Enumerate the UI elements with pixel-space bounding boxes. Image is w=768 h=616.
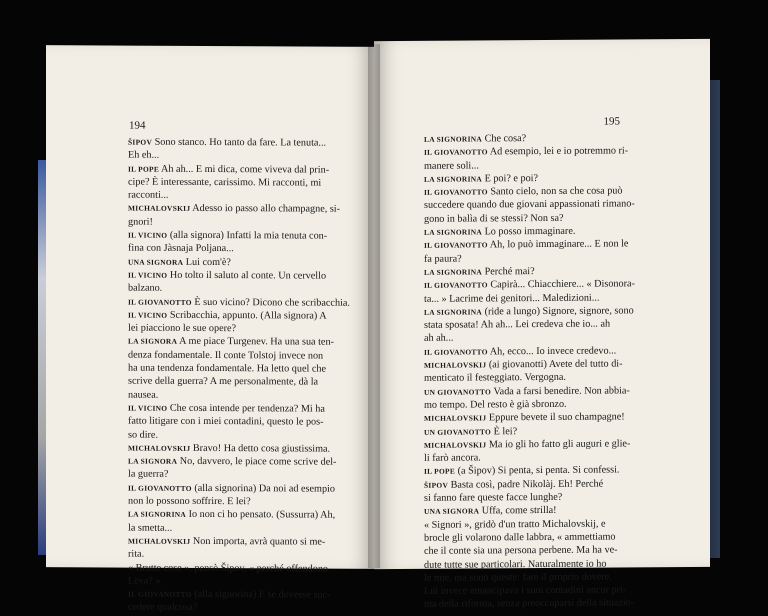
line-text: Io non ci ho pensato. (Sussurra) Ah, — [186, 509, 336, 521]
line-text: Ah, lo può immaginare... E non le — [487, 238, 629, 251]
speaker-name: UNA SIGNORA — [128, 257, 184, 267]
text-line — [128, 149, 368, 164]
text-line — [128, 402, 368, 417]
speaker-name: IL POPE — [424, 467, 456, 477]
text-line — [128, 308, 368, 323]
speaker-name: MICHALOVSKIJ — [128, 443, 191, 453]
line-text: ha una tendenza fondamentale. Ha letto quel che — [128, 362, 326, 375]
line-text: Ah ah... E mi dica, come viveva dal prin- — [159, 163, 330, 176]
line-text: Ah, ecco... Io invece credevo... — [487, 345, 617, 358]
speaker-name: ŠIPOV — [424, 480, 449, 490]
text-line — [128, 481, 368, 496]
line-text: Lui com'è? — [183, 256, 231, 268]
page-text — [128, 136, 368, 616]
line-text: È suo vicino? Dicono che scribacchia. — [191, 296, 350, 309]
text-line — [128, 175, 368, 190]
line-text: menticato il festeggiato. Vergogna. — [424, 372, 566, 385]
line-text: (alla signora) Infatti la mia tenuta con- — [167, 229, 328, 242]
line-text: non lo possono soffrire. E lei? — [128, 495, 251, 508]
line-text: Che cosa? — [482, 133, 527, 145]
text-line — [128, 415, 368, 430]
speaker-name: LA SIGNORINA — [424, 267, 483, 277]
speaker-name: UN GIOVANOTTO — [424, 426, 492, 437]
speaker-name: UN GIOVANOTTO — [424, 386, 492, 397]
line-text: (ai giovanotti) Avete del tutto di- — [486, 358, 623, 371]
line-text: Ad esempio, lei e io potremmo ri- — [487, 145, 629, 158]
line-text: gnori! — [128, 216, 153, 228]
line-text: (ride a lungo) Signore, signore, sono — [482, 305, 634, 318]
line-text: cipe? È interessante, carissimo. Mi racconti, mi — [128, 176, 322, 189]
text-line — [128, 242, 368, 257]
line-text: Lëva? » — [128, 575, 161, 587]
page-number: 195 — [603, 115, 620, 128]
text-line — [128, 548, 368, 563]
text-line — [128, 428, 368, 443]
text-line — [128, 348, 368, 363]
text-line — [128, 295, 368, 310]
line-text: la smetta... — [128, 522, 173, 534]
text-line — [128, 322, 368, 337]
speaker-name: IL VICINO — [128, 230, 168, 240]
speaker-name: IL VICINO — [128, 310, 168, 320]
line-text: scrive della guerra? A me personalmente, dà la — [128, 375, 319, 388]
line-text: dute tutte sue particolari. Naturalmente io ho — [424, 558, 607, 571]
line-text: ta... » Lacrime dei genitori... Maledizioni... — [424, 292, 600, 305]
line-text: No, davvero, le piace come scrive del- — [177, 455, 337, 468]
text-line — [128, 534, 368, 549]
line-text: Ho tolto il saluto al conte. Un cervello — [167, 269, 327, 282]
line-text: so dire. — [128, 429, 158, 441]
left-page — [46, 45, 374, 614]
line-text: Ma io gli ho fatto gli auguri e glie- — [486, 438, 631, 451]
speaker-name: LA SIGNORINA — [128, 509, 187, 520]
text-line — [128, 335, 368, 350]
line-text: denza fondamentale. Il conte Tolstoj invece non — [128, 349, 324, 362]
line-text: li farò ancora. — [424, 452, 481, 464]
line-text: Perché mai? — [482, 266, 535, 278]
speaker-name: LA SIGNORINA — [424, 227, 483, 237]
line-text: ah ah... — [424, 333, 454, 345]
line-text: « Signori », gridò d'un tratto Michalovskij, e — [424, 518, 606, 531]
line-text: fatto litigare con i miei contadini, questo le pos- — [128, 415, 324, 428]
line-text: fa paura? — [424, 253, 462, 265]
speaker-name: IL GIOVANOTTO — [424, 347, 488, 357]
line-text: Basta così, padre Nikolàj. Eh! Perché — [448, 478, 604, 491]
text-line — [128, 255, 368, 270]
speaker-name: IL VICINO — [128, 270, 168, 280]
speaker-name: MICHALOVSKIJ — [424, 413, 487, 424]
text-line — [128, 601, 368, 616]
line-text: « Brutte cose », pensò Šipov, « perché offendono — [128, 562, 329, 575]
line-text: (a Šipov) Si penta, si penta. Si confessi. — [455, 464, 620, 478]
text-line — [128, 388, 368, 403]
line-text: rita. — [128, 548, 145, 560]
text-line — [128, 561, 368, 576]
speaker-name: IL GIOVANOTTO — [128, 589, 192, 599]
speaker-name: LA SIGNORINA — [424, 134, 483, 144]
text-line — [128, 282, 368, 297]
text-line — [128, 455, 368, 470]
speaker-name: IL VICINO — [128, 403, 168, 413]
speaker-name: MICHALOVSKIJ — [128, 536, 191, 546]
line-text: mo tempo. Del resto è già sbronzo. — [424, 398, 567, 411]
line-text: ma della riforma, senza preoccuparsi della situazio- — [424, 597, 635, 611]
speaker-name: MICHALOVSKIJ — [128, 204, 191, 214]
line-text: (alla signorina) E se dovesse suc- — [191, 588, 331, 601]
line-text: Uffa, come strilla! — [479, 505, 557, 517]
text-line — [128, 574, 368, 589]
speaker-name: LA SIGNORA — [128, 456, 178, 466]
line-text: stata sposata! Ah ah... Lei credeva che io... ah — [424, 318, 611, 331]
speaker-name: LA SIGNORINA — [424, 307, 483, 317]
line-text: nausea. — [128, 389, 159, 401]
line-text: manere soli... — [424, 160, 479, 172]
line-text: A me piace Turgenev. Ha una sua ten- — [177, 336, 334, 349]
line-text: Che cosa intende per tendenza? Mi ha — [167, 402, 325, 415]
line-text: che il conte sia una persona perbene. Ma ha ve- — [424, 544, 618, 558]
speaker-name: IL GIOVANOTTO — [424, 147, 488, 158]
line-text: Adesso io passo allo champagne, si- — [190, 203, 341, 216]
text-line — [128, 189, 368, 204]
text-line — [128, 229, 368, 244]
line-text: Lo posso immaginare. — [482, 225, 576, 238]
line-text: cedere qualcosa? — [128, 601, 198, 614]
text-line — [128, 375, 368, 390]
line-text: la guerra? — [128, 468, 169, 481]
line-text: Vada a farsi benedire. Non abbia- — [491, 385, 630, 397]
line-text: Capirà... Chiacchiere... « Disonora- — [487, 278, 635, 291]
speaker-name: ŠIPOV — [128, 137, 153, 147]
line-text: Eh eh... — [128, 149, 160, 162]
text-line — [128, 521, 368, 536]
speaker-name: MICHALOVSKIJ — [424, 360, 487, 370]
text-line — [128, 468, 368, 483]
speaker-name: IL GIOVANOTTO — [424, 187, 488, 198]
speaker-name: LA SIGNORA — [128, 337, 178, 347]
line-text: (alla signorina) Da noi ad esempio — [191, 482, 335, 495]
right-page — [374, 39, 710, 611]
text-line — [128, 362, 368, 377]
text-line — [128, 495, 368, 510]
text-line — [128, 441, 368, 456]
line-text: racconti... — [128, 189, 169, 201]
page-number: 194 — [129, 119, 146, 132]
speaker-name: LA SIGNORINA — [424, 174, 483, 184]
text-line — [128, 269, 368, 284]
line-text: le mie, ma sono queste: fare il proprio dovere. — [424, 571, 612, 584]
speaker-name: IL GIOVANOTTO — [128, 297, 192, 307]
line-text: balzano. — [128, 282, 163, 295]
line-text: È lei? — [491, 425, 518, 437]
speaker-name: UNA SIGNORA — [424, 506, 480, 517]
speaker-name: IL GIOVANOTTO — [424, 280, 488, 291]
line-text: Scribacchia, appunto. (Alla signora) A — [167, 309, 327, 322]
speaker-name: IL GIOVANOTTO — [128, 483, 192, 493]
speaker-name: IL POPE — [128, 164, 160, 174]
line-text: si fanno fare queste facce lunghe? — [424, 491, 563, 504]
line-text: Bravo! Ha detto cosa giustissima. — [190, 442, 331, 455]
line-text: Sono stanco. Ho tanto da fare. La tenuta... — [152, 136, 327, 149]
line-text: succedere quando due giovani appassionati rimano- — [424, 198, 635, 212]
line-text: Lui invece emancipava i suoi contadini ancor pri- — [424, 584, 627, 597]
line-text: lei piacciono le sue opere? — [128, 322, 237, 335]
book-gutter — [368, 44, 380, 568]
text-line — [128, 136, 368, 151]
text-line — [128, 162, 368, 177]
text-line — [128, 202, 368, 217]
line-text: brocle gli volarono dalle labbra, « ammettiamo — [424, 531, 616, 544]
speaker-name: IL GIOVANOTTO — [424, 240, 488, 251]
page-text — [424, 131, 676, 611]
text-line — [128, 508, 368, 523]
line-text: fina con Jàsnaja Poljana... — [128, 242, 234, 255]
text-line — [128, 215, 368, 230]
line-text: E poi? e poi? — [482, 172, 539, 185]
line-text: Santo cielo, non sa che cosa può — [487, 185, 623, 198]
line-text: gono in balìa di se stessi? Non sa? — [424, 212, 564, 225]
line-text: Non importa, avrà quanto si me- — [190, 535, 326, 548]
speaker-name: MICHALOVSKIJ — [424, 440, 487, 450]
line-text: Eppure bevete il suo champagne! — [486, 411, 625, 424]
text-line — [424, 596, 676, 611]
